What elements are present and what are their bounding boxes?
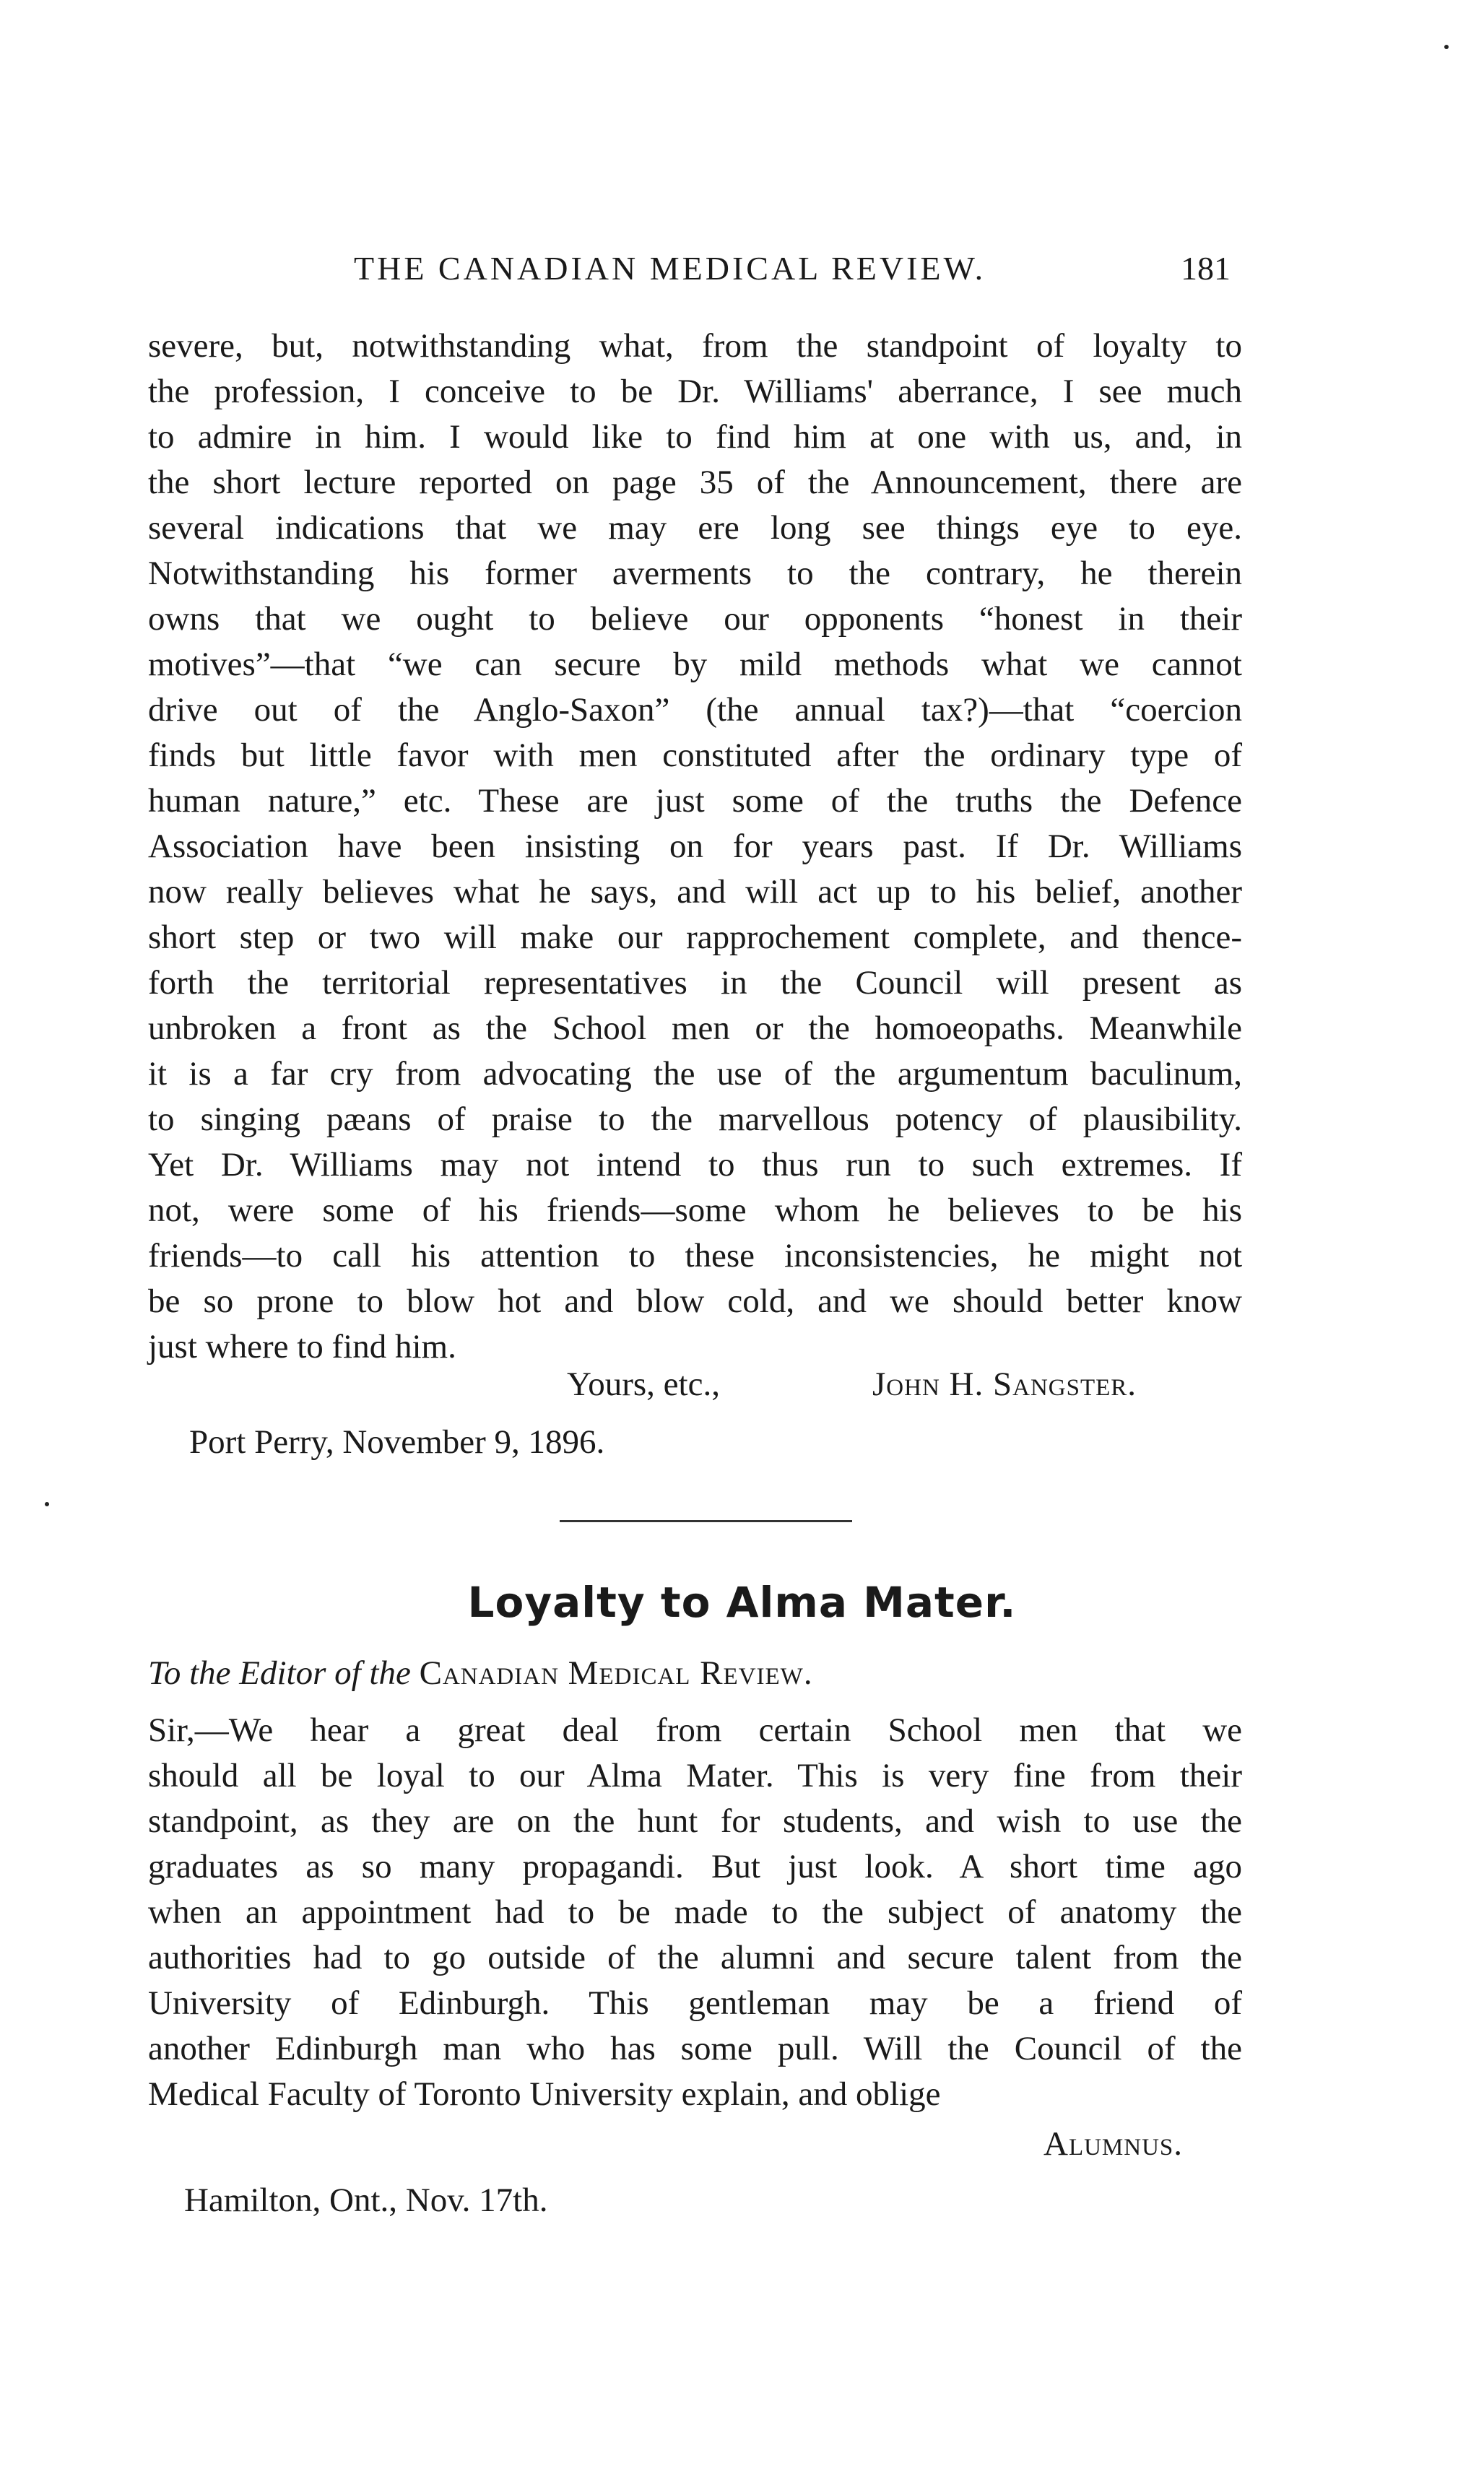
addressee-journal: Canadian Medical Review. xyxy=(419,1654,813,1692)
section-divider xyxy=(560,1520,852,1522)
letter2-body xyxy=(148,1708,1242,2117)
text-line: motives”—that “we can secure by mild methods what we cannot xyxy=(148,646,1242,683)
text-line: friends—to call his attention to these inconsistencies, he might not xyxy=(148,1237,1242,1275)
text-line: severe, but, notwithstanding what, from the standpoint of loyalty to xyxy=(148,327,1242,365)
text-line: drive out of the Anglo-Saxon” (the annual tax?)—that “coercion xyxy=(148,691,1242,729)
text-line: University of Edinburgh. This gentleman may be a friend of xyxy=(148,1984,1242,2022)
letter2-place-date: Hamilton, Ont., Nov. 17th. xyxy=(184,2181,548,2219)
letter1-place-date: Port Perry, November 9, 1896. xyxy=(189,1423,605,1461)
addressee-prefix: To the Editor of the xyxy=(148,1654,411,1692)
text-line: owns that we ought to believe our opponents “honest in their xyxy=(148,600,1242,638)
text-line: when an appointment had to be made to the subject of anatomy the xyxy=(148,1893,1242,1931)
text-line: forth the territorial representatives in the Council will present as xyxy=(148,964,1242,1002)
letter2-signature: Alumnus. xyxy=(1043,2125,1184,2163)
text-line: now really believes what he says, and will act up to his belief, another xyxy=(148,873,1242,911)
text-line: just where to find him. xyxy=(148,1328,456,1366)
letter1-closing: Yours, etc., xyxy=(567,1366,720,1403)
text-line: Notwithstanding his former averments to the contrary, he therein xyxy=(148,555,1242,592)
text-line: graduates as so many propagandi. But just look. A short time ago xyxy=(148,1848,1242,1885)
letter1-signature: John H. Sangster. xyxy=(872,1366,1137,1403)
text-line: short step or two will make our rapprochement complete, and thence- xyxy=(148,919,1242,956)
text-line: human nature,” etc. These are just some of the truths the Defence xyxy=(148,782,1242,820)
text-line: standpoint, as they are on the hunt for students, and wish to use the xyxy=(148,1802,1242,1840)
letter1-body xyxy=(148,324,1242,1370)
text-line: unbroken a front as the School men or the homoeopaths. Meanwhile xyxy=(148,1010,1242,1047)
text-line: be so prone to blow hot and blow cold, and we should better know xyxy=(148,1282,1242,1320)
text-line: Association have been insisting on for years past. If Dr. Williams xyxy=(148,828,1242,865)
text-line: the profession, I conceive to be Dr. Williams' aberrance, I see much xyxy=(148,373,1242,410)
text-line: several indications that we may ere long see things eye to eye. xyxy=(148,509,1242,547)
text-line: the short lecture reported on page 35 of the Announcement, there are xyxy=(148,464,1242,501)
text-line: it is a far cry from advocating the use of the argumentum baculinum, xyxy=(148,1055,1242,1093)
text-line: another Edinburgh man who has some pull. Will the Council of the xyxy=(148,2030,1242,2067)
text-line: Sir,—We hear a great deal from certain School men that we xyxy=(148,1711,1242,1749)
text-line: to singing pæans of praise to the marvellous potency of plausibility. xyxy=(148,1100,1242,1138)
article-title: Loyalty to Alma Mater. xyxy=(467,1578,1017,1627)
text-line: Medical Faculty of Toronto University explain, and oblige xyxy=(148,2075,941,2113)
text-line: finds but little favor with men constituted after the ordinary type of xyxy=(148,737,1242,774)
margin-dot xyxy=(45,1502,49,1506)
text-line: to admire in him. I would like to find him at one with us, and, in xyxy=(148,418,1242,456)
text-line: Yet Dr. Williams may not intend to thus run to such extremes. If xyxy=(148,1146,1242,1184)
margin-dot xyxy=(1444,45,1449,49)
running-head: THE CANADIAN MEDICAL REVIEW. xyxy=(354,250,986,287)
text-line: should all be loyal to our Alma Mater. This is very fine from their xyxy=(148,1757,1242,1794)
page-number: 181 xyxy=(1181,250,1231,287)
text-line: not, were some of his friends—some whom he believes to be his xyxy=(148,1191,1242,1229)
addressee xyxy=(148,1654,813,1693)
text-line: authorities had to go outside of the alumni and secure talent from the xyxy=(148,1939,1242,1976)
